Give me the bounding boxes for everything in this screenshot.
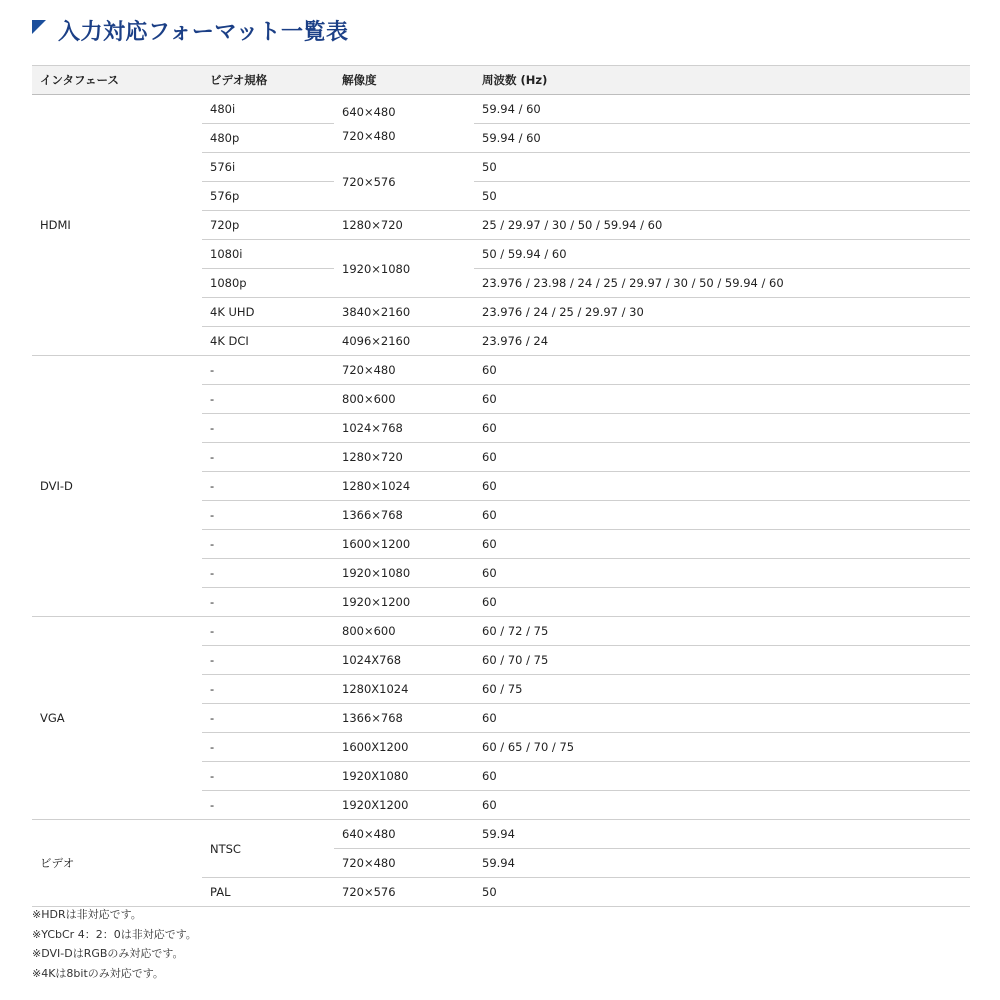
standard-cell: 4K DCI xyxy=(202,327,334,356)
resolution-cell: 1600X1200 xyxy=(334,733,474,762)
resolution-cell: 1920X1200 xyxy=(334,791,474,820)
resolution-cell: 1280X1024 xyxy=(334,675,474,704)
standard-cell: - xyxy=(202,530,334,559)
resolution-cell: 1024×768 xyxy=(334,414,474,443)
resolution-cell: 1600×1200 xyxy=(334,530,474,559)
resolution-cell: 3840×2160 xyxy=(334,298,474,327)
resolution-cell: 1280×1024 xyxy=(334,472,474,501)
resolution-cell: 720×576 xyxy=(334,878,474,907)
resolution-cell: 1920X1080 xyxy=(334,762,474,791)
header-video-standard: ビデオ規格 xyxy=(202,66,334,95)
table-row xyxy=(32,95,970,124)
standard-cell: 480i xyxy=(202,95,334,124)
triangle-marker-icon xyxy=(32,20,46,34)
frequency-cell: 23.976 / 24 xyxy=(474,327,970,356)
frequency-cell: 60 xyxy=(474,559,970,588)
frequency-cell: 60 xyxy=(474,443,970,472)
resolution-cell: 640×480 xyxy=(334,820,474,849)
resolution-cell: 1024X768 xyxy=(334,646,474,675)
frequency-cell: 60 xyxy=(474,356,970,385)
interface-cell-video: ビデオ xyxy=(32,820,202,907)
notes xyxy=(32,905,197,983)
standard-cell: - xyxy=(202,385,334,414)
resolution-cell: 1280×720 xyxy=(334,443,474,472)
resolution-cell: 720×480 xyxy=(334,849,474,878)
resolution-cell: 1920×1200 xyxy=(334,588,474,617)
frequency-cell: 60 xyxy=(474,588,970,617)
frequency-cell: 59.94 xyxy=(474,849,970,878)
standard-cell: 720p xyxy=(202,211,334,240)
frequency-cell: 60 / 65 / 70 / 75 xyxy=(474,733,970,762)
standard-cell: NTSC xyxy=(202,820,334,878)
resolution-cell: 1366×768 xyxy=(334,501,474,530)
note-dvid: ※DVI-DはRGBのみ対応です。 xyxy=(32,947,184,960)
resolution-cell: 1280×720 xyxy=(334,211,474,240)
standard-cell: - xyxy=(202,733,334,762)
resolution-cell: 720×480 xyxy=(334,356,474,385)
frequency-cell: 59.94 / 60 xyxy=(474,95,970,124)
standard-cell: - xyxy=(202,646,334,675)
frequency-cell: 50 xyxy=(474,182,970,211)
resolution-cell: 800×600 xyxy=(334,617,474,646)
frequency-cell: 60 / 75 xyxy=(474,675,970,704)
frequency-cell: 60 / 72 / 75 xyxy=(474,617,970,646)
standard-cell: - xyxy=(202,762,334,791)
frequency-cell: 60 xyxy=(474,530,970,559)
table-row xyxy=(32,356,970,385)
standard-cell: 576i xyxy=(202,153,334,182)
standard-cell: - xyxy=(202,791,334,820)
standard-cell: - xyxy=(202,617,334,646)
standard-cell: 576p xyxy=(202,182,334,211)
resolution-cell: 800×600 xyxy=(334,385,474,414)
resolution-cell: 720×576 xyxy=(334,153,474,211)
standard-cell: - xyxy=(202,588,334,617)
standard-cell: - xyxy=(202,443,334,472)
frequency-cell: 50 xyxy=(474,878,970,907)
standard-cell: - xyxy=(202,704,334,733)
standard-cell: 480p xyxy=(202,124,334,153)
frequency-cell: 60 xyxy=(474,791,970,820)
header-resolution: 解像度 xyxy=(334,66,474,95)
frequency-cell: 59.94 / 60 xyxy=(474,124,970,153)
frequency-cell: 23.976 / 24 / 25 / 29.97 / 30 xyxy=(474,298,970,327)
header-frequency: 周波数 (Hz) xyxy=(474,66,970,95)
frequency-cell: 60 xyxy=(474,472,970,501)
header-interface: インタフェース xyxy=(32,66,202,95)
frequency-cell: 59.94 xyxy=(474,820,970,849)
standard-cell: 1080p xyxy=(202,269,334,298)
note-4k: ※4Kは8bitのみ対応です。 xyxy=(32,966,164,980)
standard-cell: 1080i xyxy=(202,240,334,269)
standard-cell: - xyxy=(202,356,334,385)
standard-cell: - xyxy=(202,675,334,704)
table-row xyxy=(32,820,970,849)
resolution-cell: 1920×1080 xyxy=(334,240,474,298)
standard-cell: - xyxy=(202,414,334,443)
table-row xyxy=(32,617,970,646)
resolution-value: 640×480 xyxy=(342,104,396,119)
frequency-cell: 60 xyxy=(474,385,970,414)
resolution-cell xyxy=(334,95,474,153)
resolution-value: 720×480 xyxy=(342,128,396,143)
resolution-cell: 1920×1080 xyxy=(334,559,474,588)
format-table xyxy=(32,65,970,907)
note-hdr: ※HDRは非対応です。 xyxy=(32,908,142,921)
page-title: 入力対応フォーマット一覧表 xyxy=(58,19,349,45)
interface-cell-vga: VGA xyxy=(32,617,202,820)
frequency-cell: 50 / 59.94 / 60 xyxy=(474,240,970,269)
standard-cell: - xyxy=(202,472,334,501)
table-header-row xyxy=(32,66,970,95)
frequency-cell: 60 xyxy=(474,414,970,443)
frequency-cell: 60 xyxy=(474,704,970,733)
standard-cell: 4K UHD xyxy=(202,298,334,327)
resolution-cell: 1366×768 xyxy=(334,704,474,733)
frequency-cell: 25 / 29.97 / 30 / 50 / 59.94 / 60 xyxy=(474,211,970,240)
standard-cell: PAL xyxy=(202,878,334,907)
resolution-cell: 4096×2160 xyxy=(334,327,474,356)
frequency-cell: 60 xyxy=(474,501,970,530)
interface-cell-dvid: DVI-D xyxy=(32,356,202,617)
frequency-cell: 60 / 70 / 75 xyxy=(474,646,970,675)
frequency-cell: 60 xyxy=(474,762,970,791)
frequency-cell: 23.976 / 23.98 / 24 / 25 / 29.97 / 30 / 50 / 59.94 / 60 xyxy=(474,269,970,298)
note-ycbcr: ※YCbCr 4：2：0は非対応です。 xyxy=(32,927,197,941)
standard-cell: - xyxy=(202,559,334,588)
interface-cell-hdmi: HDMI xyxy=(32,95,202,356)
standard-cell: - xyxy=(202,501,334,530)
title-bar xyxy=(32,14,349,46)
frequency-cell: 50 xyxy=(474,153,970,182)
